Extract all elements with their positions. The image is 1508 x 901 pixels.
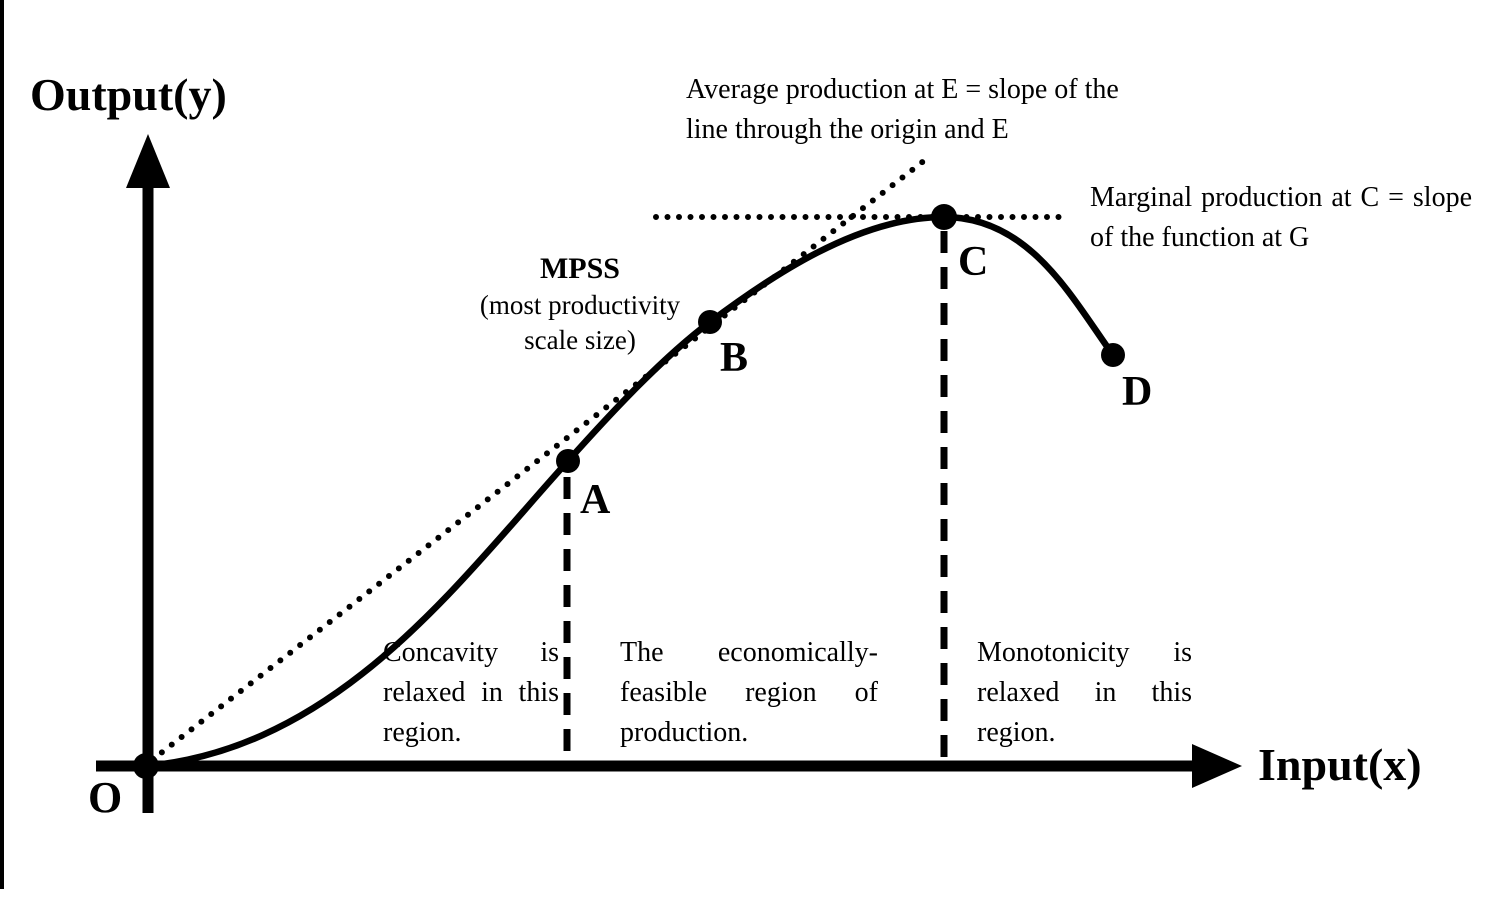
point-c-label: C [958, 239, 989, 285]
origin-label: O [88, 773, 123, 822]
point-a-marker [556, 449, 580, 473]
y-axis-label: Output(y) [30, 69, 227, 120]
region-note-feasible: The economically-feasible region of production. [620, 637, 878, 748]
mpss-label-block [452, 250, 708, 358]
y-axis-arrowhead [126, 134, 170, 188]
x-axis-arrowhead [1192, 744, 1242, 788]
x-axis-label: Input(x) [1258, 739, 1422, 790]
point-c-marker [931, 204, 957, 230]
region-note-monotonicity: Monotonicity is relaxed in this region. [977, 637, 1192, 748]
marginal-production-annotation: Marginal production at C = slope of the function at G [1090, 182, 1472, 253]
origin-point-marker [133, 753, 159, 779]
point-a-label: A [580, 477, 611, 523]
point-d-label: D [1122, 369, 1153, 415]
mpss-subtitle: (most productivity scale size) [479, 290, 681, 355]
point-b-label: B [720, 335, 749, 381]
average-production-annotation: Average production at E = slope of the line through the origin and E [686, 74, 1119, 145]
mpss-title: MPSS [539, 252, 620, 285]
point-d-marker [1101, 343, 1125, 367]
region-note-concavity: Concavity is relaxed in this region. [383, 637, 559, 748]
